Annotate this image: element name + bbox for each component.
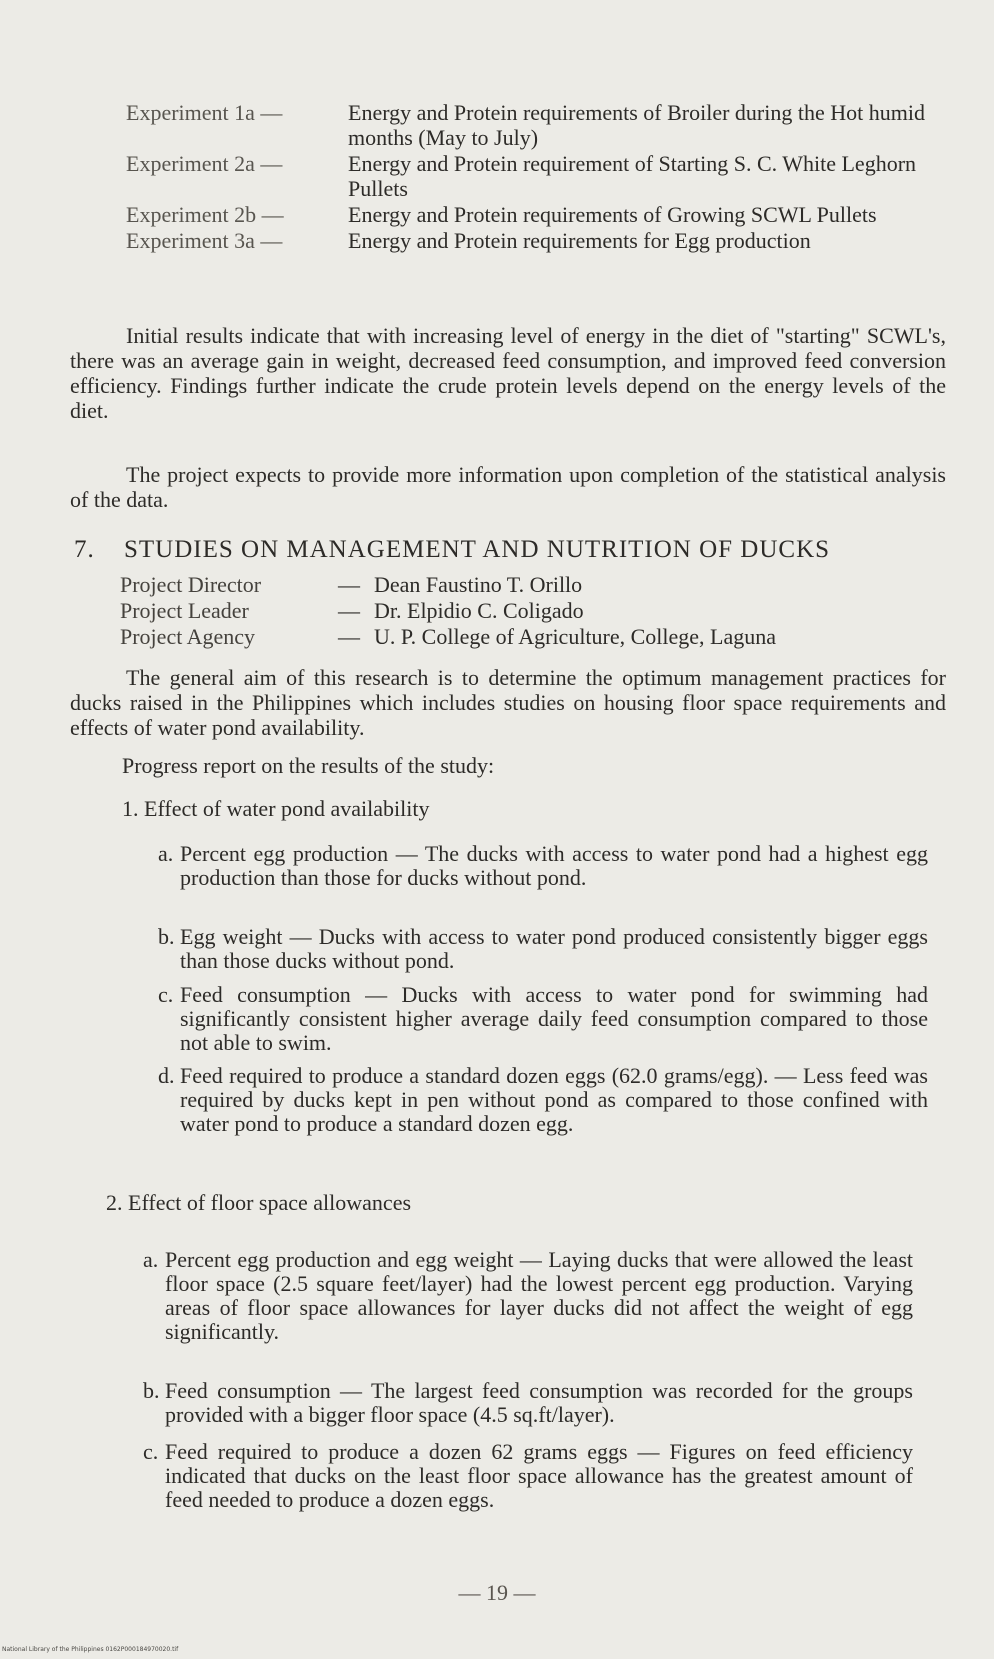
experiment-label: Experiment 2b — — [126, 202, 284, 227]
staff-role: Project Director — [120, 572, 262, 597]
staff-value: Dean Faustino T. Orillo — [374, 572, 583, 597]
item-text: Feed required to produce a standard dozen eggs (62.0 grams/egg). — Less feed was required by ducks kept in pen without pond as compared to those confined with water pond to produce a standard dozen egg. — [180, 1063, 928, 1136]
staff-role: Project Agency — [120, 624, 256, 649]
staff-dash: — — [338, 572, 360, 597]
item-text: Feed consumption — Ducks with access to water pond for swimming had significantly consistent higher average daily feed consumption compared to those not able to swim. — [180, 982, 928, 1055]
item-letter: d. — [158, 1063, 175, 1088]
experiment-label: Experiment 3a — — [126, 228, 283, 253]
experiment-label: Experiment 1a — — [126, 100, 283, 125]
staff-value: Dr. Elpidio C. Coligado — [374, 598, 584, 623]
result-heading-2: 2. Effect of floor space allowances — [106, 1190, 412, 1215]
project-staff — [120, 572, 776, 650]
item-letter: a. — [143, 1247, 159, 1272]
experiment-label: Experiment 2a — — [126, 151, 283, 176]
item-letter: b. — [143, 1378, 160, 1403]
result-item — [158, 842, 928, 890]
result-item — [143, 1440, 913, 1512]
experiment-row — [126, 228, 946, 253]
staff-row — [120, 572, 776, 598]
section-heading — [74, 536, 830, 564]
experiment-description: Energy and Protein requirement of Starting S. C. White Leghorn Pullets — [348, 151, 917, 201]
staff-dash: — — [338, 598, 360, 623]
result-item — [143, 1379, 913, 1427]
item-text: Percent egg production — The ducks with access to water pond had a highest egg production than those for ducks without pond. — [180, 841, 928, 890]
result-item — [158, 925, 928, 973]
experiment-description: Energy and Protein requirements for Egg production — [348, 228, 811, 253]
page-number: — 19 — — [458, 1580, 536, 1605]
staff-dash: — — [338, 624, 360, 649]
scan-footer: National Library of the Philippines 0162P000184970020.tif — [2, 1646, 179, 1653]
staff-row — [120, 624, 776, 650]
item-text: Egg weight — Ducks with access to water pond produced consistently bigger eggs than those ducks without pond. — [180, 924, 928, 973]
initial-results-paragraph: Initial results indicate that with increasing level of energy in the diet of "starting" SCWL's, there was an average gain in weight, decreased feed consumption, and improved feed conversion efficiency. Findings further indicate the crude protein levels depend on the energy levels of the diet. — [70, 323, 946, 423]
experiment-description: Energy and Protein requirements of Growing SCWL Pullets — [348, 202, 877, 227]
staff-row — [120, 598, 776, 624]
section-number: 7. — [74, 536, 95, 563]
section-title: STUDIES ON MANAGEMENT AND NUTRITION OF DUCKS — [124, 536, 831, 563]
progress-intro: Progress report on the results of the study: — [122, 753, 495, 778]
result-item — [158, 983, 928, 1055]
item-text: Feed required to produce a dozen 62 grams eggs — Figures on feed efficiency indicated that ducks on the least floor space allowance has the greatest amount of feed needed to produce a dozen eggs. — [165, 1439, 913, 1512]
experiment-description: Energy and Protein requirements of Broiler during the Hot humid months (May to July) — [348, 100, 925, 150]
project-expects-paragraph: The project expects to provide more information upon completion of the statistical analysis of the data. — [70, 462, 946, 512]
staff-value: U. P. College of Agriculture, College, Laguna — [374, 624, 777, 649]
item-letter: c. — [158, 982, 174, 1007]
item-text: Feed consumption — The largest feed consumption was recorded for the groups provided with a bigger floor space (4.5 sq.ft/layer). — [165, 1378, 913, 1427]
result-item — [158, 1064, 928, 1136]
experiment-row — [126, 100, 946, 150]
staff-role: Project Leader — [120, 598, 249, 623]
result-item — [143, 1248, 913, 1344]
experiment-list — [126, 100, 946, 254]
item-letter: b. — [158, 924, 175, 949]
general-aim-paragraph: The general aim of this research is to determine the optimum management practices for ducks raised in the Philippines which includes studies on housing floor space requirements and effects of water pond availability. — [70, 665, 946, 740]
item-letter: a. — [158, 841, 174, 866]
experiment-row — [126, 151, 946, 201]
result-heading-1: 1. Effect of water pond availability — [122, 796, 430, 821]
item-letter: c. — [143, 1439, 159, 1464]
item-text: Percent egg production and egg weight — Laying ducks that were allowed the least floor space (2.5 square feet/layer) had the lowest percent egg production. Varying areas of floor space allowances for layer ducks did not affect the weight of egg significantly. — [165, 1247, 913, 1344]
experiment-row — [126, 202, 946, 227]
